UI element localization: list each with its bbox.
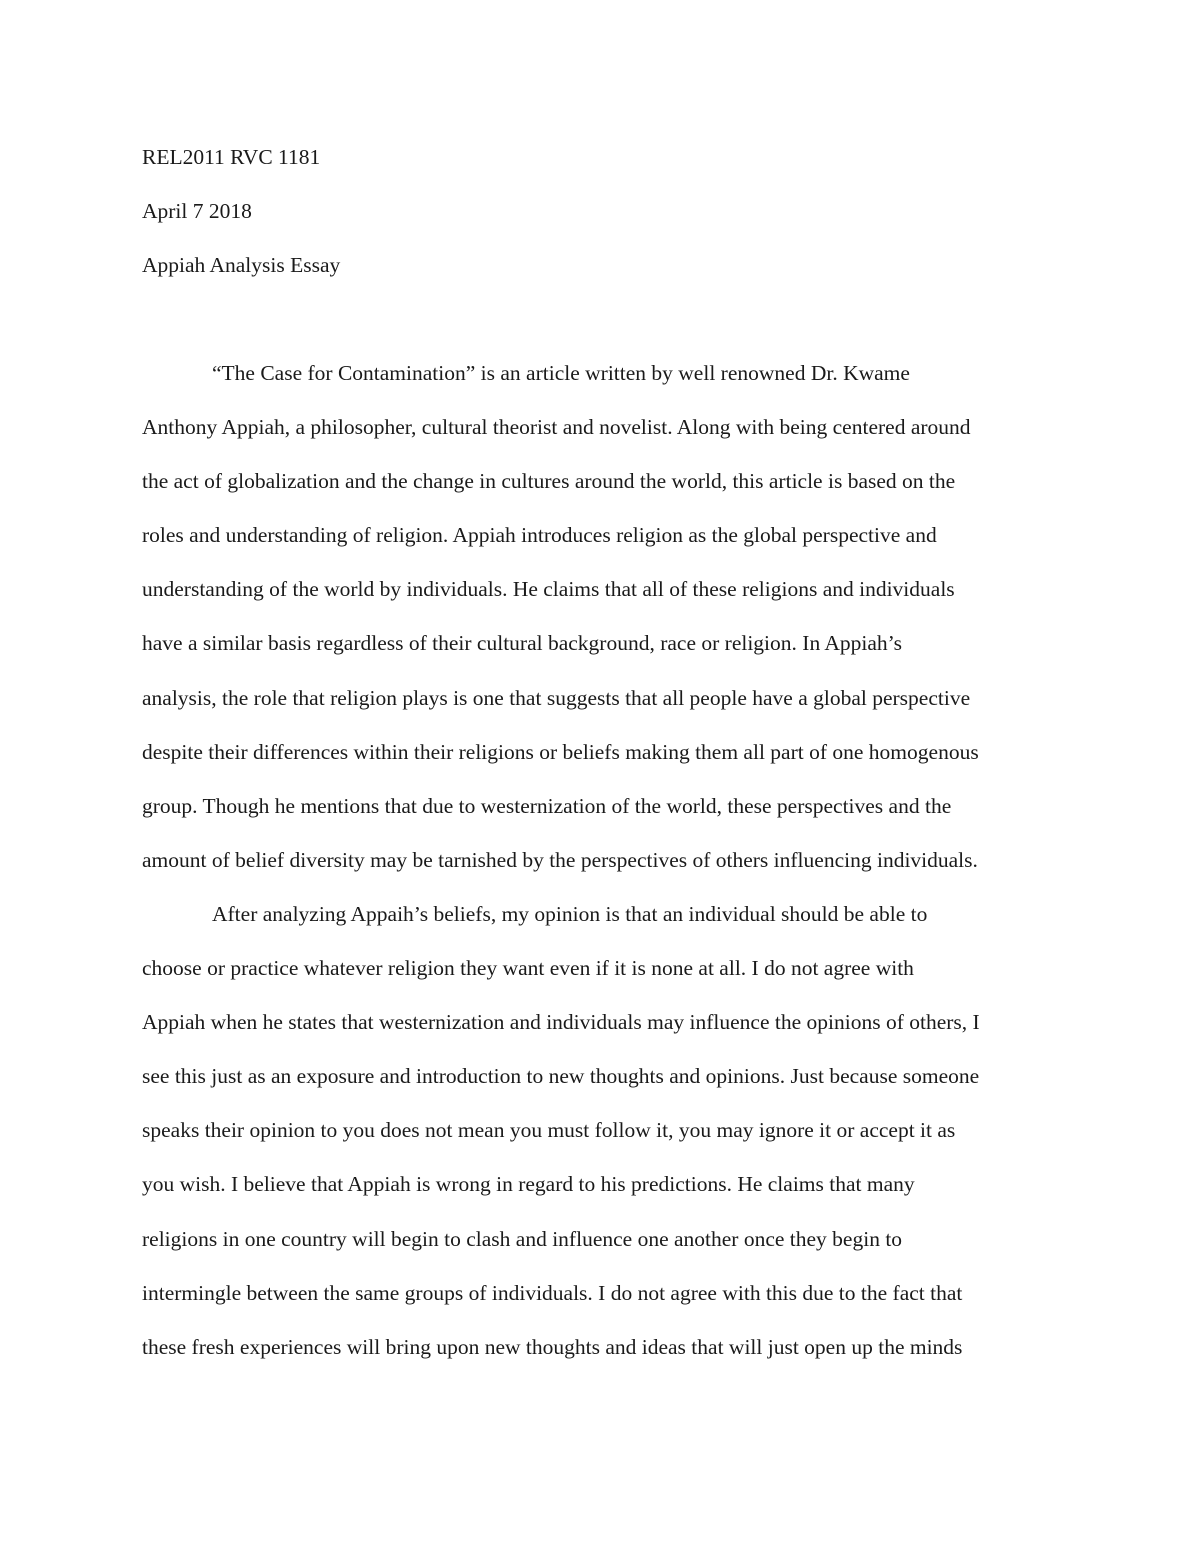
text-line: Appiah when he states that westernization and individuals may influence the opinions of others, I bbox=[142, 1010, 980, 1035]
text-line: these fresh experiences will bring upon new thoughts and ideas that will just open up the minds bbox=[142, 1334, 963, 1359]
essay-date: April 7 2018 bbox=[142, 199, 252, 223]
text-line: understanding of the world by individuals. He claims that all of these religions and individuals bbox=[142, 577, 955, 602]
blank-line bbox=[142, 292, 1062, 346]
paragraph-1 bbox=[142, 346, 1062, 887]
text-line: the act of globalization and the change in cultures around the world, this article is based on the bbox=[142, 469, 956, 494]
text-line: religions in one country will begin to clash and influence one another once they begin to bbox=[142, 1226, 903, 1251]
text-line: Anthony Appiah, a philosopher, cultural theorist and novelist. Along with being centered around bbox=[142, 415, 971, 440]
text-line: choose or practice whatever religion they want even if it is none at all. I do not agree with bbox=[142, 956, 914, 981]
document-body bbox=[142, 130, 1062, 1374]
text-line: see this just as an exposure and introduction to new thoughts and opinions. Just because someone bbox=[142, 1064, 980, 1089]
text-line: roles and understanding of religion. Appiah introduces religion as the global perspective and bbox=[142, 523, 937, 548]
course-code: REL2011 RVC 1181 bbox=[142, 145, 321, 169]
essay-title: Appiah Analysis Essay bbox=[142, 253, 341, 277]
text-line: After analyzing Appaih’s beliefs, my opinion is that an individual should be able to bbox=[212, 901, 928, 926]
text-line: “The Case for Contamination” is an article written by well renowned Dr. Kwame bbox=[212, 361, 910, 385]
text-line: despite their differences within their religions or beliefs making them all part of one homogenous bbox=[142, 739, 979, 764]
text-line: speaks their opinion to you does not mean you must follow it, you may ignore it or accept it as bbox=[142, 1118, 956, 1143]
paragraph-2 bbox=[142, 887, 1062, 1374]
text-line: group. Though he mentions that due to westernization of the world, these perspectives and the bbox=[142, 793, 952, 818]
text-line: amount of belief diversity may be tarnished by the perspectives of others influencing individuals. bbox=[142, 847, 978, 872]
text-line: analysis, the role that religion plays is one that suggests that all people have a global perspective bbox=[142, 685, 971, 710]
text-line: intermingle between the same groups of individuals. I do not agree with this due to the fact that bbox=[142, 1280, 963, 1305]
text-line: you wish. I believe that Appiah is wrong in regard to his predictions. He claims that many bbox=[142, 1172, 915, 1197]
text-line: have a similar basis regardless of their cultural background, race or religion. In Appiah’s bbox=[142, 631, 903, 656]
